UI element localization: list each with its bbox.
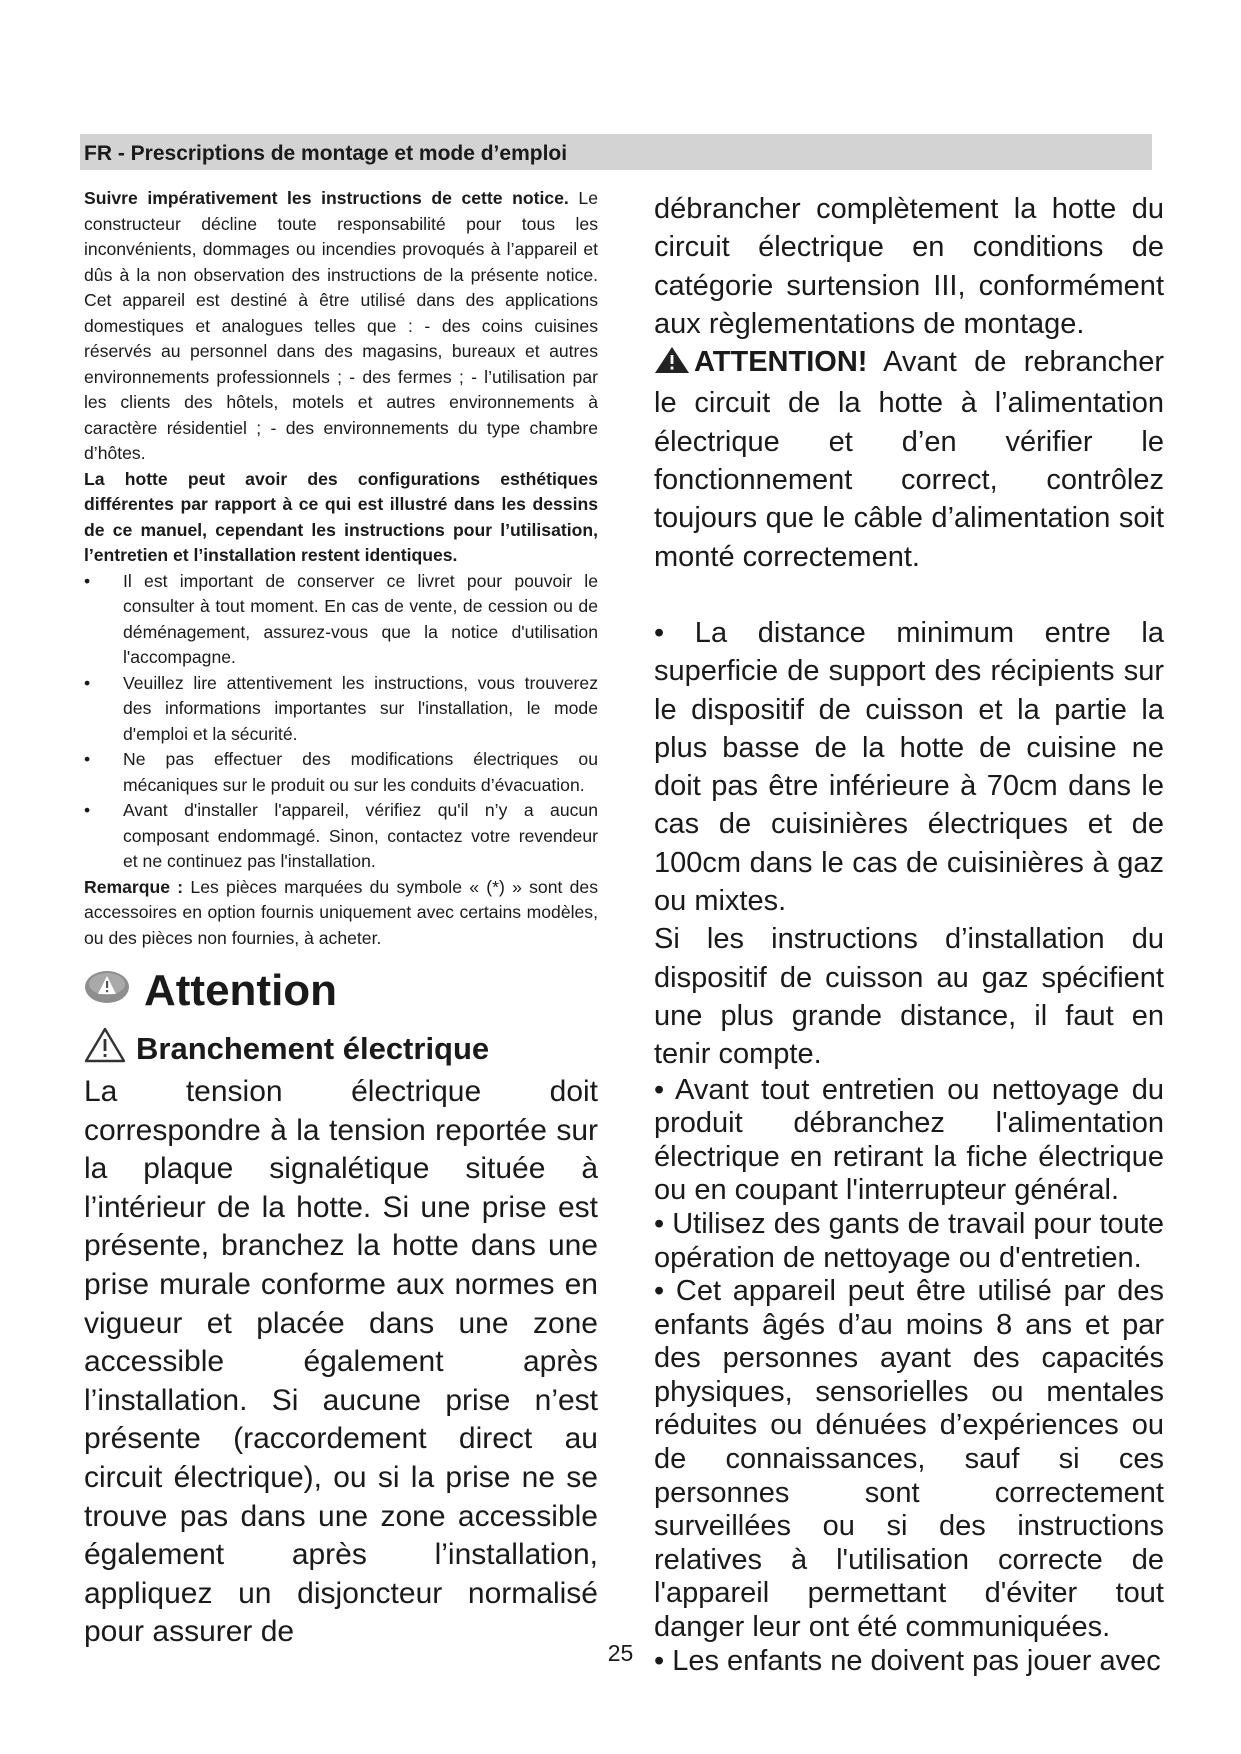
list-item: • Il est important de conserver ce livret pour pouvoir le consulter à tout moment. En cas de vente, de cession ou de déménagement, assurez-vous que la notice d'utilisation l'accompagne. [84, 569, 598, 671]
attention-text: Avant de rebrancher le circuit de la hotte à l’alimentation électrique et d’en vérifier le fonctionnement correct, contrôlez toujours que le câble d’alimentation soit monté correctement. [654, 346, 1164, 573]
gas-paragraph: Si les instructions d’installation du dispositif de cuisson au gaz spécifient une plus grande distance, il faut en tenir compte. [654, 923, 1164, 1071]
section-title: FR - Prescriptions de montage et mode d’emploi [84, 142, 568, 165]
distance-paragraph: • La distance minimum entre la superficie de support des récipients sur le dispositif de cuisson et la partie la plus basse de la hotte de cuisine ne doit pas être inférieure à 70cm dans le cas de cuisinières électriques et de 100cm dans le cas de cuisinières à gaz ou mixtes. [654, 616, 1164, 918]
safety-list [654, 1074, 1164, 1679]
intro-bold: Suivre impérativement les instructions de cette notice. [84, 188, 569, 208]
attention-title: Attention [144, 966, 338, 1016]
attention-paragraph [654, 343, 1164, 576]
warning-circle-icon [84, 969, 130, 1013]
config-paragraph: La hotte peut avoir des configurations esthétiques différentes par rapport à ce qui est illustré dans les dessins de ce manuel, cependant les instructions pour l’utilisation, l’entretien et l’installation restent identiques. [84, 468, 598, 565]
remark-label: Remarque : [84, 876, 184, 897]
list-item: • Ne pas effectuer des modifications électriques ou mécaniques sur le produit ou sur les conduits d’évacuation. [84, 747, 598, 798]
list-item: • Avant d'installer l'appareil, vérifiez qu'il n’y a aucun composant endommagé. Sinon, contactez votre revendeur et ne continuez pas l'installation. [84, 798, 598, 875]
branchement-title: Branchement électrique [136, 1031, 490, 1067]
intro-text: Le constructeur décline toute responsabilité pour tous les inconvénients, dommages ou incendies provoqués à l’appareil et dûs à la non observation des instructions de la présente notice. Cet appareil est destiné à être utilisé dans des applications domestiques et analogues telles que : - des coins cuisines réservés au personnel dans des magasins, bureaux et autres environnements professionnels ; - des fermes ; - l’utilisation par les clients des hôtels, motels et autres environnements à caractère résidentiel ; - des environnements du type chambre d’hôtes. [84, 188, 598, 463]
section-header [80, 134, 1152, 170]
spacer [654, 576, 1164, 614]
list-item: • Les enfants ne doivent pas jouer avec [654, 1644, 1161, 1677]
page-number: 25 [607, 1640, 634, 1666]
branchement-text: La tension électrique doit correspondre à la tension reportée sur la plaque signalétique située à l’intérieur de la hotte. Si une prise est présente, branchez la hotte dans une prise murale conforme aux normes en vigueur et placée dans une zone accessible également après l’installation. Si aucune prise n’est présente (raccordement direct au circuit électrique), ou si la prise ne se trouve pas dans une zone accessible également après l’installation, appliquez un disjoncteur normalisé pour assurer de [84, 1075, 598, 1649]
list-item: • Utilisez des gants de travail pour toute opération de nettoyage ou d'entretien. [654, 1207, 1164, 1274]
left-column [84, 186, 598, 1652]
warning-triangle-icon [654, 346, 690, 384]
branchement-heading [84, 1027, 598, 1071]
warning-triangle-icon [84, 1027, 126, 1071]
intro-paragraph [84, 186, 598, 467]
list-item: • Avant tout entretien ou nettoyage du produit débranchez l'alimentation électrique en retirant la fiche électrique ou en coupant l'interrupteur général. [654, 1073, 1164, 1207]
attention-heading [84, 965, 598, 1017]
list-item: • Cet appareil peut être utilisé par des enfants âgés d’au moins 8 ans et par des personnes ayant des capacités physiques, sensorielles ou mentales réduites ou dénuées d’expériences ou de connaissances, sauf si ces personnes sont correctement surveillées ou si des instructions relatives à l'utilisation correcte de l'appareil permettant d'éviter tout danger leur ont été communiquées. [654, 1275, 1164, 1644]
remark-text: Les pièces marquées du symbole « (*) » sont des accessoires en option fournis uniquement avec certains modèles, ou des pièces non fournies, à acheter. [84, 876, 598, 948]
list-item: • Veuillez lire attentivement les instructions, vous trouverez des informations importantes sur l'installation, le mode d'emploi et la sécurité. [84, 671, 598, 748]
continuation-text: débrancher complètement la hotte du circuit électrique en conditions de catégorie surtension III, conformément aux règlementations de montage. [654, 193, 1164, 340]
right-column [654, 190, 1164, 1678]
remark-paragraph [84, 875, 598, 952]
attention-label: ATTENTION! [694, 346, 868, 379]
instruction-list [84, 569, 598, 875]
